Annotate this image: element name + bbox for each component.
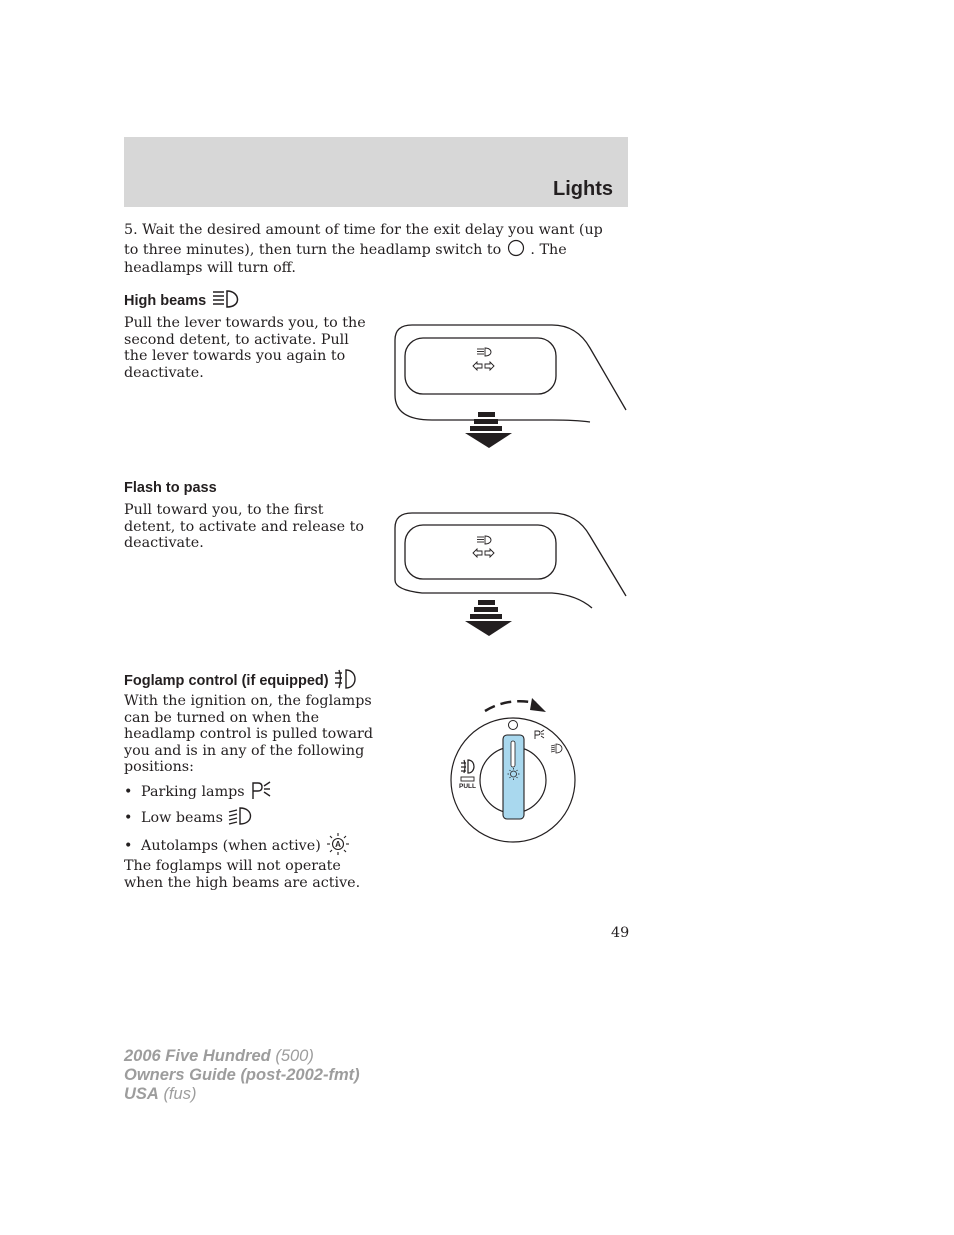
foglamp-heading-text: Foglamp control (if equipped) xyxy=(124,673,329,689)
flash-to-pass-heading: Flash to pass xyxy=(124,480,217,496)
high-beams-text: Pull the lever towards you, to the second detent, to activate. Pull the lever towards you again to deactivate. xyxy=(124,315,366,381)
footer-line-3 xyxy=(124,1085,360,1104)
parking-lamps-icon xyxy=(249,780,273,800)
intro-paragraph xyxy=(124,221,614,277)
foglamp-icon xyxy=(333,668,359,690)
bullet-label-autolamps: Autolamps (when active) xyxy=(141,838,321,854)
flash-to-pass-text: Pull toward you, to the first detent, to activate and release to deactivate. xyxy=(124,502,364,551)
low-beam-icon xyxy=(227,806,255,826)
foglamp-text: With the ignition on, the foglamps can be turned on when the headlamp control is pulled toward you and is in any of the following positions: xyxy=(124,693,374,775)
high-beams-heading-text: High beams xyxy=(124,293,207,309)
list-item: • Low beams xyxy=(124,806,384,832)
page-number: 49 xyxy=(611,925,630,941)
list-item: • Parking lamps xyxy=(124,780,384,806)
footer-line-1 xyxy=(124,1047,360,1066)
intro-text-start: 5. Wait the desired amount of time for the exit delay you want (up to three minutes), then turn the headlamp switch to xyxy=(124,222,603,258)
high-beams-heading xyxy=(124,289,244,310)
bullet-label-parking: Parking lamps xyxy=(141,784,245,800)
bullet-label-low-beams: Low beams xyxy=(141,810,223,826)
foglamp-positions-list xyxy=(124,780,384,858)
document-footer xyxy=(124,1047,360,1104)
footer-line-2 xyxy=(124,1066,360,1085)
section-title: Lights xyxy=(553,178,613,200)
footer-market-code: (fus) xyxy=(163,1085,197,1103)
section-header-band xyxy=(124,137,628,207)
off-position-icon xyxy=(506,239,526,257)
footer-market: USA xyxy=(124,1085,159,1103)
footer-model-code: (500) xyxy=(275,1047,314,1065)
flash-to-pass-lever-illustration xyxy=(392,508,628,640)
list-item: • Autolamps (when active) A xyxy=(124,832,384,858)
foglamp-note: The foglamps will not operate when the high beams are active. xyxy=(124,858,361,891)
footer-guide: Owners Guide (post-2002-fmt) xyxy=(124,1066,360,1084)
high-beam-icon xyxy=(210,289,244,309)
footer-model: 2006 Five Hundred xyxy=(124,1047,271,1065)
intro-text-end: . The headlamps will turn off. xyxy=(124,242,567,276)
pull-label: PULL xyxy=(459,783,476,790)
autolamps-icon-letter: A xyxy=(335,840,342,849)
headlamp-control-illustration xyxy=(448,695,583,845)
foglamp-heading xyxy=(124,668,359,690)
high-beam-lever-illustration xyxy=(392,320,628,452)
autolamps-icon xyxy=(325,832,351,856)
